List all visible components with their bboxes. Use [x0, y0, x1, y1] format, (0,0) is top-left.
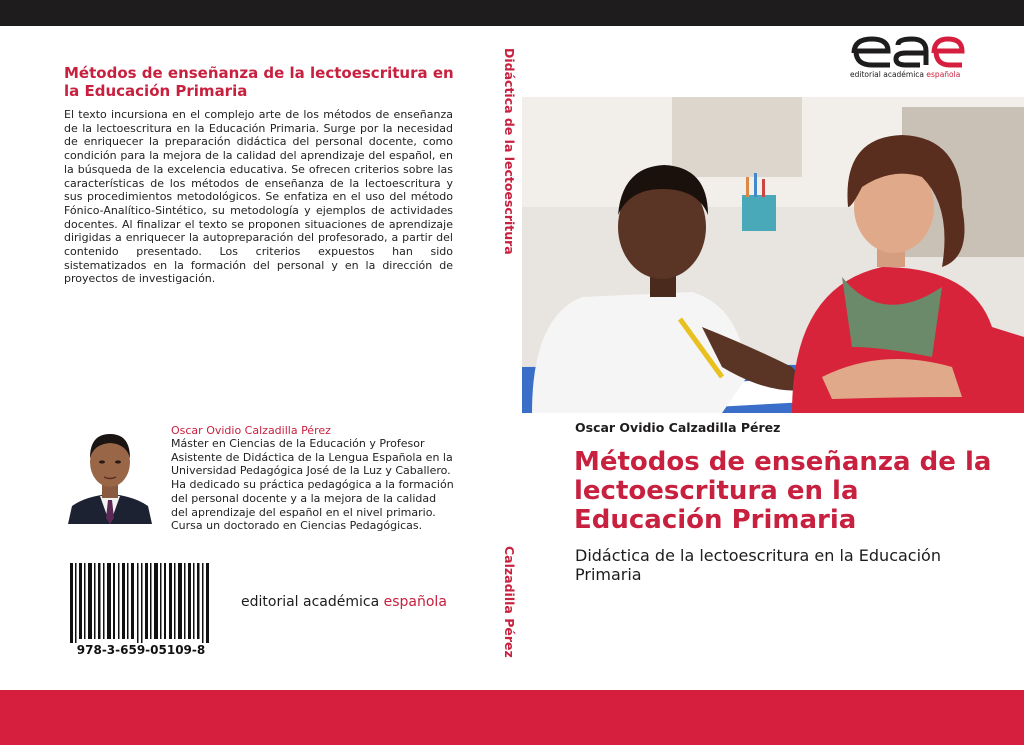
logo-text-accent: española [926, 70, 961, 79]
publisher-name-accent: española [383, 594, 447, 610]
bottom-band [0, 690, 1024, 745]
publisher-logo-text [850, 70, 960, 79]
front-subtitle: Didáctica de la lectoescritura en la Educación Primaria [575, 546, 941, 584]
spine-title: Didáctica de la lectoescritura [502, 48, 517, 255]
front-author: Oscar Ovidio Calzadilla Pérez [575, 420, 781, 435]
back-cover-title: Métodos de enseñanza de la lectoescritura en la Educación Primaria [64, 64, 454, 100]
publisher-name-main: editorial académica [241, 594, 384, 610]
author-bio: Máster en Ciencias de la Educación y Profesor Asistente de Didáctica de la Lengua Española en la Universidad Pedagógica José de la Luz y Caballero. Ha dedicado su práctica pedagógica a la formación del personal docente y a la mejora de la calidad del aprendizaje del español en el nivel primario. Cursa un doctorado en Ciencias Pedagógicas. [171, 437, 454, 533]
barcode [70, 563, 212, 643]
top-band [0, 0, 1024, 26]
cover-photo [522, 97, 1024, 413]
isbn-number: 978-3-659-05109-8 [76, 643, 206, 657]
front-title: Métodos de enseñanza de la lectoescritura en la Educación Primaria [574, 447, 992, 535]
logo-text-main: editorial académica [850, 70, 927, 79]
author-name: Oscar Ovidio Calzadilla Pérez [171, 424, 331, 437]
author-photo [66, 422, 154, 524]
publisher-name-back [241, 594, 447, 610]
spine-author: Calzadilla Pérez [502, 546, 517, 658]
back-cover-blurb: El texto incursiona en el complejo arte de los métodos de enseñanza de la lectoescritura en la Educación Primaria. Surge por la necesidad de enriquecer la preparación didáctica del personal docente, como condición para la mejora de la calidad del aprendizaje del español, en la búsqueda de la excelencia educativa. Se ofrecen criterios sobre las características de los métodos de enseñanza de la lectoescritura y sus procedimientos metodológicos. Se enfatiza en el uso del método Fónico-Analítico-Sintético, su metodología y ejemplos de actividades docentes. Al finalizar el texto se proponen situaciones de aprendizaje dirigidas a enriquecer la autopreparación del profesorado, a partir del contenido presentado. Los criterios expuestos han sido sistematizados en la formación del personal y en la dirección de proyectos de investigación. [64, 108, 453, 286]
